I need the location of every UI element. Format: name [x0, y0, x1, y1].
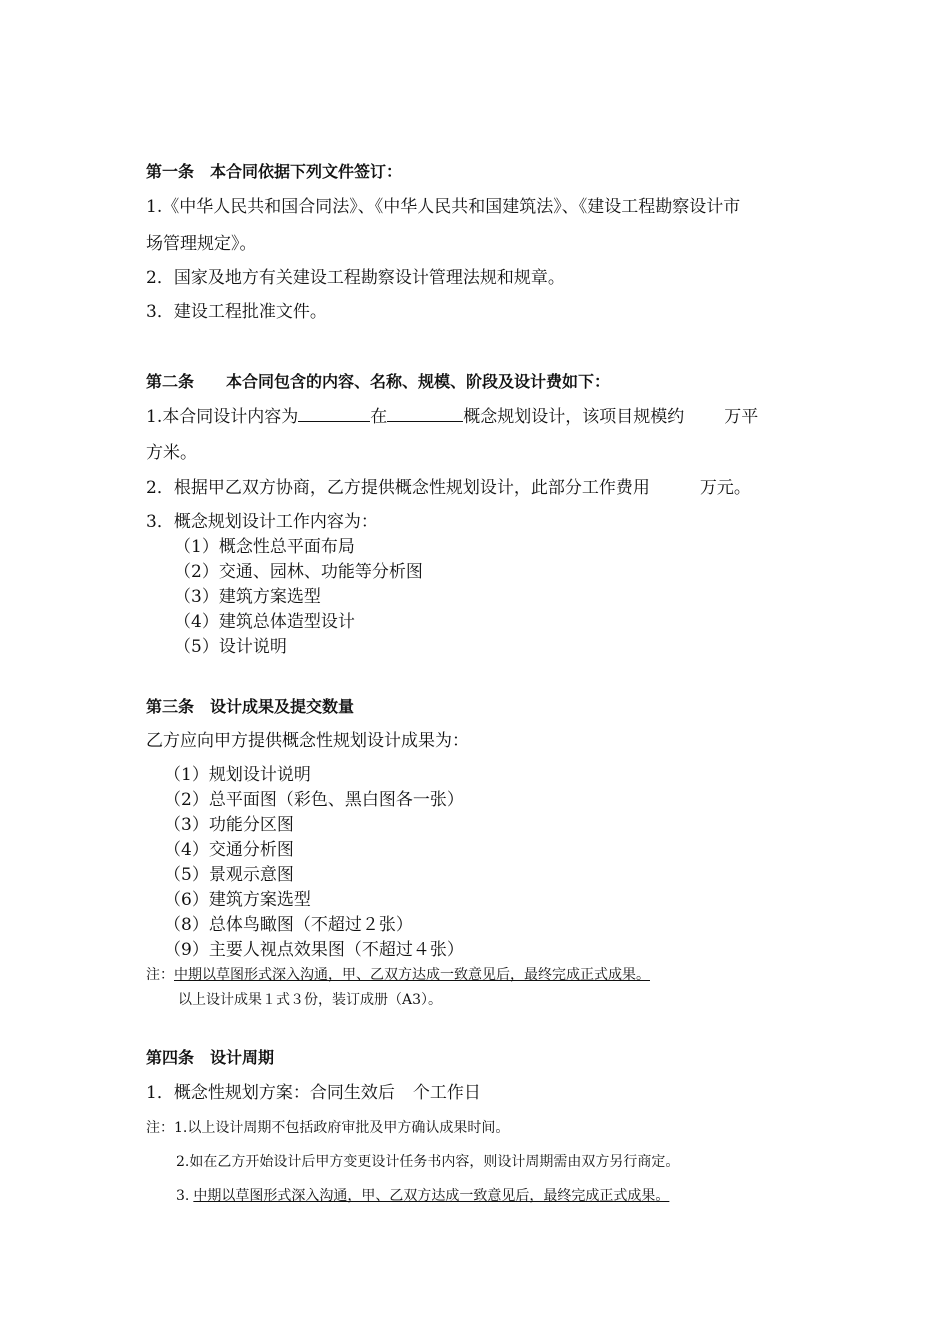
article-2-item-2-text-b: 万元。 [699, 478, 751, 498]
article-4-note-3 [176, 1185, 669, 1207]
article-3-item: （4）交通分析图 [164, 840, 294, 860]
article-3-item: （8）总体鸟瞰图（不超过２张） [164, 915, 413, 935]
article-1-item-2: 2．国家及地方有关建设工程勘察设计管理法规和规章。 [146, 268, 565, 288]
article-4-note-1 [146, 1117, 509, 1139]
article-1-item-3: 3．建设工程批准文件。 [146, 302, 327, 322]
article-2-item-3: 3．概念规划设计工作内容为： [146, 512, 378, 532]
article-3-item: （6）建筑方案选型 [164, 890, 311, 910]
article-3-item: （5）景观示意图 [164, 865, 294, 885]
article-2-subitem: （3）建筑方案选型 [174, 587, 321, 607]
article-2-subitem: （1）概念性总平面布局 [174, 537, 355, 557]
article-1-item-1-cont: 场管理规定》。 [146, 234, 257, 254]
article-2-heading: 第二条 本合同包含的内容、名称、规模、阶段及设计费如下： [146, 372, 611, 391]
article-2-item-1-cont: 方米。 [146, 443, 197, 463]
article-1-heading: 第一条 本合同依据下列文件签订： [146, 162, 403, 181]
article-3-note-2: 以上设计成果１式３份，装订成册（A3）。 [178, 992, 443, 1008]
location-blank [387, 405, 463, 422]
article-3-item: （3）功能分区图 [164, 815, 294, 835]
article-4-item-1-text-a: 1．概念性规划方案：合同生效后 [146, 1083, 395, 1103]
article-3-item: （9）主要人视点效果图（不超过４张） [164, 940, 464, 960]
note-label: 注： [146, 1120, 174, 1136]
article-3-note [146, 964, 650, 986]
article-3-item: （1）规划设计说明 [164, 765, 311, 785]
article-3-item: （2）总平面图（彩色、黑白图各一张） [164, 790, 464, 810]
article-4-item-1 [146, 1082, 481, 1104]
article-2-subitem: （5）设计说明 [174, 637, 287, 657]
article-2-item-2-text-a: 2．根据甲乙双方协商，乙方提供概念性规划设计，此部分工作费用 [146, 478, 650, 498]
note-label: 注： [146, 967, 174, 983]
article-4-item-1-text-b: 个工作日 [412, 1083, 481, 1103]
article-4-note-3-num: 3. [176, 1188, 190, 1204]
article-2-item-2 [146, 477, 751, 499]
article-2-item-1-text-c: 概念规划设计，该项目规模约 [463, 407, 685, 427]
article-2-subitem: （2）交通、园林、功能等分析图 [174, 562, 423, 582]
article-2-subitem: （4）建筑总体造型设计 [174, 612, 355, 632]
article-3-intro: 乙方应向甲方提供概念性规划设计成果为： [146, 731, 469, 751]
design-content-blank [298, 405, 370, 422]
article-2-item-1-text-a: 1.本合同设计内容为 [146, 407, 299, 427]
article-1-item-1: 1.《中华人民共和国合同法》、《中华人民共和国建筑法》、《建设工程勘察设计市 [146, 197, 741, 217]
article-4-note-3-text: 中期以草图形式深入沟通，甲、乙双方达成一致意见后，最终完成正式成果。 [193, 1188, 670, 1204]
article-3-heading: 第三条 设计成果及提交数量 [146, 697, 355, 716]
article-4-heading: 第四条 设计周期 [146, 1048, 275, 1067]
article-4-note-2: 2.如在乙方开始设计后甲方变更设计任务书内容，则设计周期需由双方另行商定。 [176, 1154, 680, 1170]
article-2-item-1 [146, 405, 758, 428]
article-4-note-1-text: 1.以上设计周期不包括政府审批及甲方确认成果时间。 [174, 1120, 510, 1136]
article-2-item-1-text-b: 在 [370, 407, 388, 427]
article-3-note-text: 中期以草图形式深入沟通，甲、乙双方达成一致意见后，最终完成正式成果。 [174, 967, 650, 983]
article-2-item-1-text-d: 万平 [724, 407, 759, 427]
